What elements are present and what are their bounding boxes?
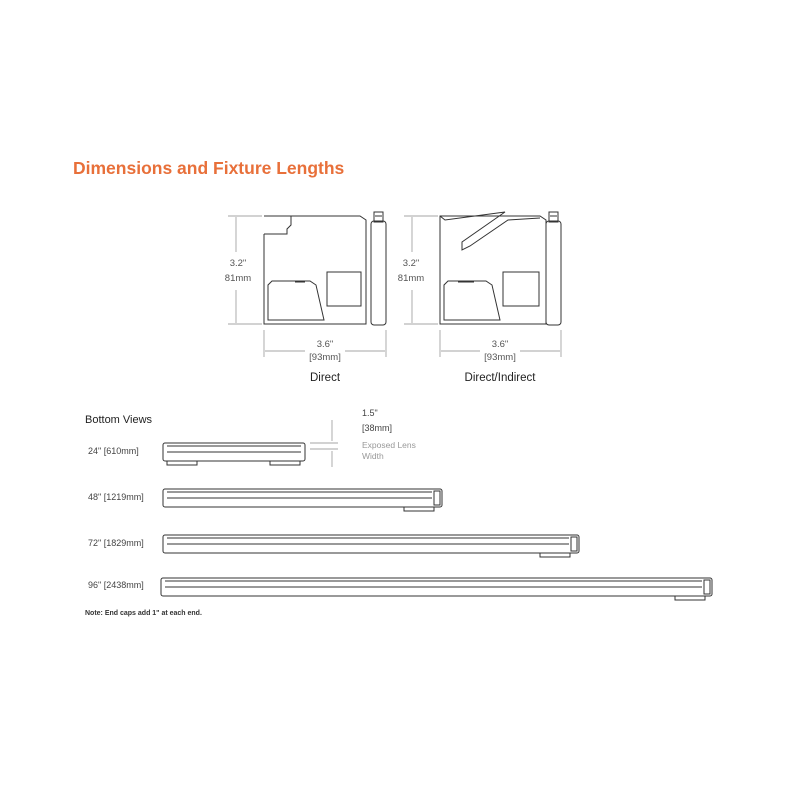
length-label-48: 48" [1219mm] (88, 492, 144, 502)
lens-label-line1: Exposed Lens (362, 440, 416, 450)
direct-indirect-height-mm: 81mm (397, 273, 425, 284)
direct-width-in: 3.6" (316, 339, 334, 350)
direct-indirect-caption: Direct/Indirect (464, 372, 536, 384)
direct-width-mm: [93mm] (309, 352, 341, 363)
bar-96 (161, 578, 712, 600)
bar-24 (163, 443, 305, 465)
direct-profile (264, 212, 386, 325)
direct-height-mm: 81mm (224, 273, 252, 284)
lens-width-mm: [38mm] (362, 423, 393, 433)
direct-indirect-width-mm: [93mm] (484, 352, 516, 363)
lens-dimension (310, 420, 338, 467)
direct-caption: Direct (309, 372, 341, 384)
bar-48 (163, 489, 442, 511)
direct-indirect-height-in: 3.2" (402, 258, 420, 269)
page-title: Dimensions and Fixture Lengths (73, 158, 345, 178)
length-label-24: 24" [610mm] (88, 446, 139, 456)
direct-indirect-profile (440, 212, 561, 325)
end-cap-note: Note: End caps add 1" at each end. (85, 610, 202, 617)
lens-label-line2: Width (362, 451, 384, 461)
direct-indirect-width-in: 3.6" (491, 339, 509, 350)
bottom-views-heading: Bottom Views (85, 414, 153, 426)
bar-72 (163, 535, 579, 557)
length-label-96: 96" [2438mm] (88, 580, 144, 590)
direct-dimensions (228, 216, 386, 357)
length-label-72: 72" [1829mm] (88, 538, 144, 548)
lens-width-in: 1.5" (362, 408, 378, 418)
direct-height-in: 3.2" (229, 258, 247, 269)
